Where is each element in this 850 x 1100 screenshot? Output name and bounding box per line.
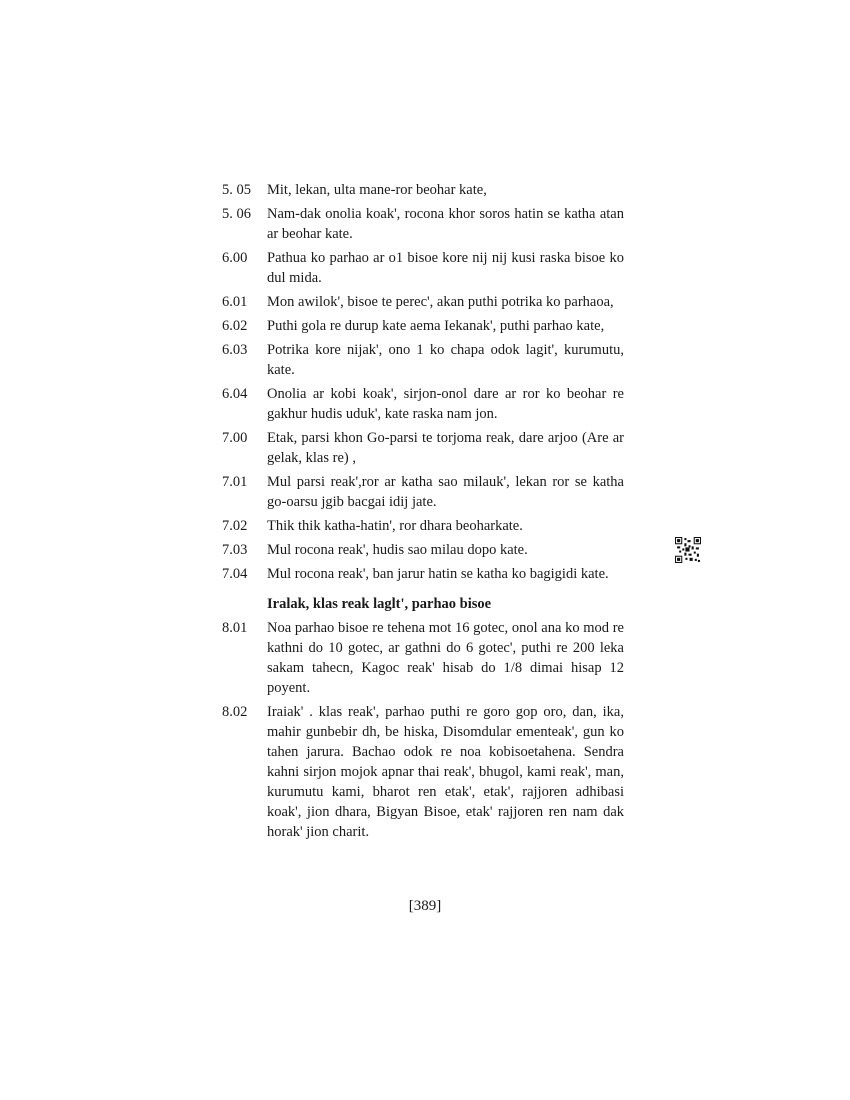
item-number: 6.00 <box>222 250 248 266</box>
item-text: Potrika kore nijak', ono 1 ko chapa odok lagit', kurumutu, kate. <box>267 342 624 378</box>
item-text: Mul rocona reak', hudis sao milau dopo kate. <box>267 542 528 558</box>
list-item <box>222 428 624 468</box>
item-text: Mul parsi reak',ror ar katha sao milauk', lekan ror se katha go-oarsu jgib bacgai idij jate. <box>267 474 624 510</box>
qr-code-icon <box>675 537 701 563</box>
item-number: 6.04 <box>222 386 248 402</box>
document-body <box>222 180 624 846</box>
item-text: Nam-dak onolia koak', rocona khor soros hatin se katha atan ar beohar kate. <box>267 206 624 242</box>
page-number: [389] <box>408 898 442 914</box>
item-text: Mon awilok', bisoe te perec', akan puthi potrika ko parhaoa, <box>267 294 614 310</box>
list-item <box>222 702 624 842</box>
item-text: Iraiak' . klas reak', parhao puthi re goro gop oro, dan, ika, mahir gunbebir dh, be hiska, Disomdular ementeak', gun ko tahen jarura. Bachao odok re noa kobisoetahena. Sendra kahni sirjon mojok apnar thai reak', bhugol, kami reak', man, kurumutu kami, bharot ren etak', etak', rajjoren adhibasi koak', jion dhara, Bigyan Bisoe, etak' rajjoren ren nam dak horak' jion charit. <box>267 704 624 840</box>
list-item <box>222 180 624 200</box>
list-item <box>222 248 624 288</box>
item-text: Puthi gola re durup kate aema Iekanak', puthi parhao kate, <box>267 318 605 334</box>
list-item <box>222 292 624 312</box>
list-item <box>222 540 624 560</box>
item-number: 7.01 <box>222 474 248 490</box>
item-text: Etak, parsi khon Go-parsi te torjoma reak, dare arjoo (Are ar gelak, klas re) , <box>267 430 624 466</box>
item-number: 5. 06 <box>222 206 251 222</box>
list-item <box>222 472 624 512</box>
item-number: 5. 05 <box>222 182 251 198</box>
list-item <box>222 316 624 336</box>
item-number: 6.02 <box>222 318 248 334</box>
item-text: Pathua ko parhao ar o1 bisoe kore nij nij kusi raska bisoe ko dul mida. <box>267 250 624 286</box>
item-text: Noa parhao bisoe re tehena mot 16 gotec, onol ana ko mod re kathni do 10 gotec, ar gathni do 6 gotec', puthi re 200 leka sakam tahecn, Kagoc reak' hisab do 1/8 dimai hisap 12 poyent. <box>267 620 624 696</box>
item-number: 8.02 <box>222 704 248 720</box>
list-item <box>222 516 624 536</box>
list-item <box>222 340 624 380</box>
item-number: 7.02 <box>222 518 248 534</box>
item-number: 6.03 <box>222 342 248 358</box>
list-item <box>222 564 624 584</box>
item-text: Mul rocona reak', ban jarur hatin se katha ko bagigidi kate. <box>267 566 609 582</box>
list-item <box>222 204 624 244</box>
item-number: 7.00 <box>222 430 248 446</box>
item-number: 7.04 <box>222 566 248 582</box>
list-item <box>222 618 624 698</box>
item-number: 7.03 <box>222 542 248 558</box>
section-heading: Iralak, klas reak laglt', parhao bisoe <box>267 596 492 612</box>
list-item <box>222 384 624 424</box>
item-number: 8.01 <box>222 620 248 636</box>
item-number: 6.01 <box>222 294 248 310</box>
item-text: Thik thik katha-hatin', ror dhara beoharkate. <box>267 518 523 534</box>
item-text: Onolia ar kobi koak', sirjon-onol dare ar ror ko beohar re gakhur hudis uduk', kate raska nam jon. <box>267 386 624 422</box>
item-text: Mit, lekan, ulta mane-ror beohar kate, <box>267 182 487 198</box>
